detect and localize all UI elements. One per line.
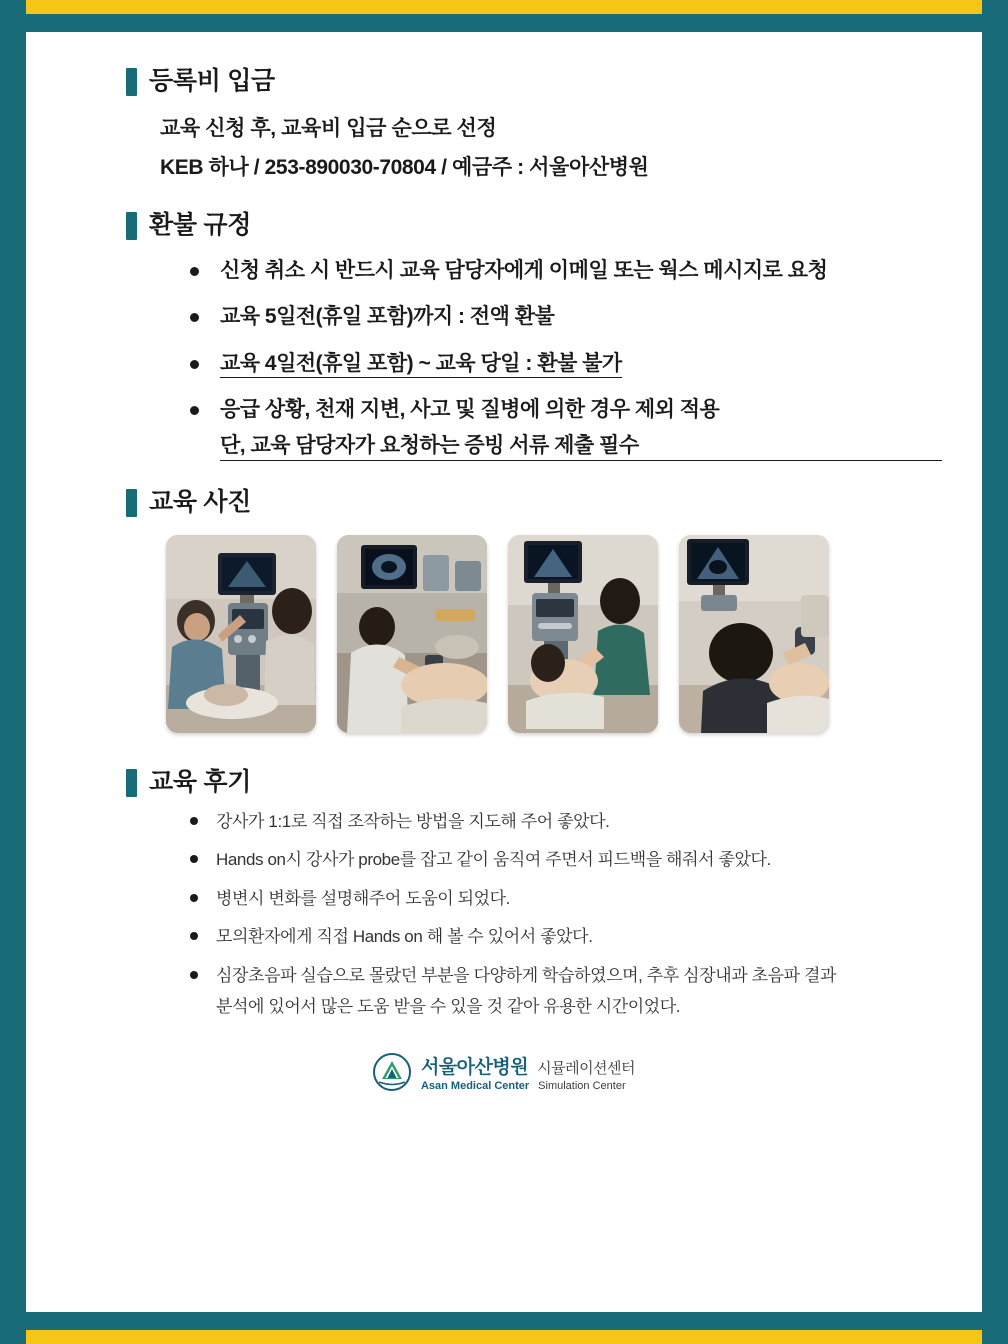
frame-top-teal-band [0, 14, 1008, 32]
list-item [188, 886, 942, 912]
refund-rule-text: 교육 5일전(휴일 포함)까지 : 전액 환불 [220, 305, 555, 329]
photos-heading-text: 교육 사진 [149, 487, 252, 516]
reviews-list [66, 809, 942, 1020]
refund-heading-text: 환불 규정 [149, 210, 252, 239]
page-content [26, 32, 982, 1312]
review-text: 모의환자에게 직접 Hands on 해 볼 수 있어서 좋았다. [216, 927, 593, 947]
review-text: 강사가 1:1로 직접 조작하는 방법을 지도해 주어 좋았다. [216, 811, 610, 831]
asan-medical-center-logo-icon [373, 1053, 411, 1091]
list-item [188, 809, 942, 835]
heading-bar-icon [126, 212, 137, 240]
logo-text-block [421, 1052, 635, 1092]
review-subtext: 분석에 있어서 많은 도움 받을 수 있을 것 같아 유용한 시간이었다. [216, 997, 681, 1017]
training-photo-gallery [166, 535, 942, 733]
refund-rule-text: 교육 4일전(휴일 포함) ~ 교육 당일 : 환불 불가 [220, 351, 622, 378]
refund-rule-text: 신청 취소 시 반드시 교육 담당자에게 이메일 또는 웍스 메시지로 요청 [220, 258, 828, 282]
payment-line-2: KEB 하나 / 253-890030-70804 / 예금주 : 서울아산병원 [160, 155, 649, 179]
refund-rules-list [66, 256, 942, 461]
refund-rule-subtext: 단, 교육 담당자가 요청하는 증빙 서류 제출 필수 [220, 433, 942, 460]
payment-line-1: 교육 신청 후, 교육비 입금 순으로 선정 [160, 117, 497, 140]
list-item [188, 256, 942, 286]
photo-ultrasound-instruction-1 [166, 535, 316, 733]
logo-english-row [421, 1080, 635, 1092]
section-heading-reviews [126, 769, 942, 797]
list-item [188, 963, 942, 1020]
section-heading-payment [126, 68, 942, 96]
review-text: 심장초음파 실습으로 몰랐던 부분을 다양하게 학습하였으며, 추후 심장내과 초음파 결과 [216, 965, 837, 985]
list-item [188, 395, 942, 461]
list-item [188, 349, 942, 379]
section-heading-refund [126, 212, 942, 240]
logo-center-ko: 시뮬레이션센터 [537, 1059, 636, 1077]
footer-logo [66, 1052, 942, 1092]
frame-bottom-yellow-band [0, 1330, 1008, 1344]
refund-rule-text: 응급 상황, 천재 지변, 사고 및 질병에 의한 경우 제외 적용 [220, 398, 720, 421]
logo-center-en: Simulation Center [538, 1079, 626, 1092]
review-text: 병변시 변화를 설명해주어 도움이 되었다. [216, 888, 510, 908]
photo-ultrasound-instruction-3 [508, 535, 658, 733]
photo-ultrasound-instruction-4 [679, 535, 829, 733]
logo-korean-row [421, 1052, 635, 1079]
heading-bar-icon [126, 68, 137, 96]
frame-top-yellow-band [0, 0, 1008, 14]
review-text: Hands on시 강사가 probe를 잡고 같이 움직여 주면서 피드백을 해줘서 좋았다. [216, 850, 771, 870]
logo-hospital-ko: 서울아산병원 [420, 1056, 529, 1078]
section-heading-photos [126, 489, 942, 517]
payment-heading-text: 등록비 입금 [149, 67, 275, 96]
photo-ultrasound-instruction-2 [337, 535, 487, 733]
logo-hospital-en: Asan Medical Center [420, 1079, 530, 1092]
list-item [188, 302, 942, 332]
heading-bar-icon [126, 769, 137, 797]
payment-body [160, 110, 942, 188]
frame-right-teal-band [982, 0, 1008, 1344]
reviews-heading-text: 교육 후기 [149, 767, 252, 796]
frame-left-teal-band [0, 0, 26, 1344]
list-item [188, 924, 942, 950]
frame-bottom-teal-band [0, 1312, 1008, 1330]
heading-bar-icon [126, 489, 137, 517]
list-item [188, 847, 942, 873]
